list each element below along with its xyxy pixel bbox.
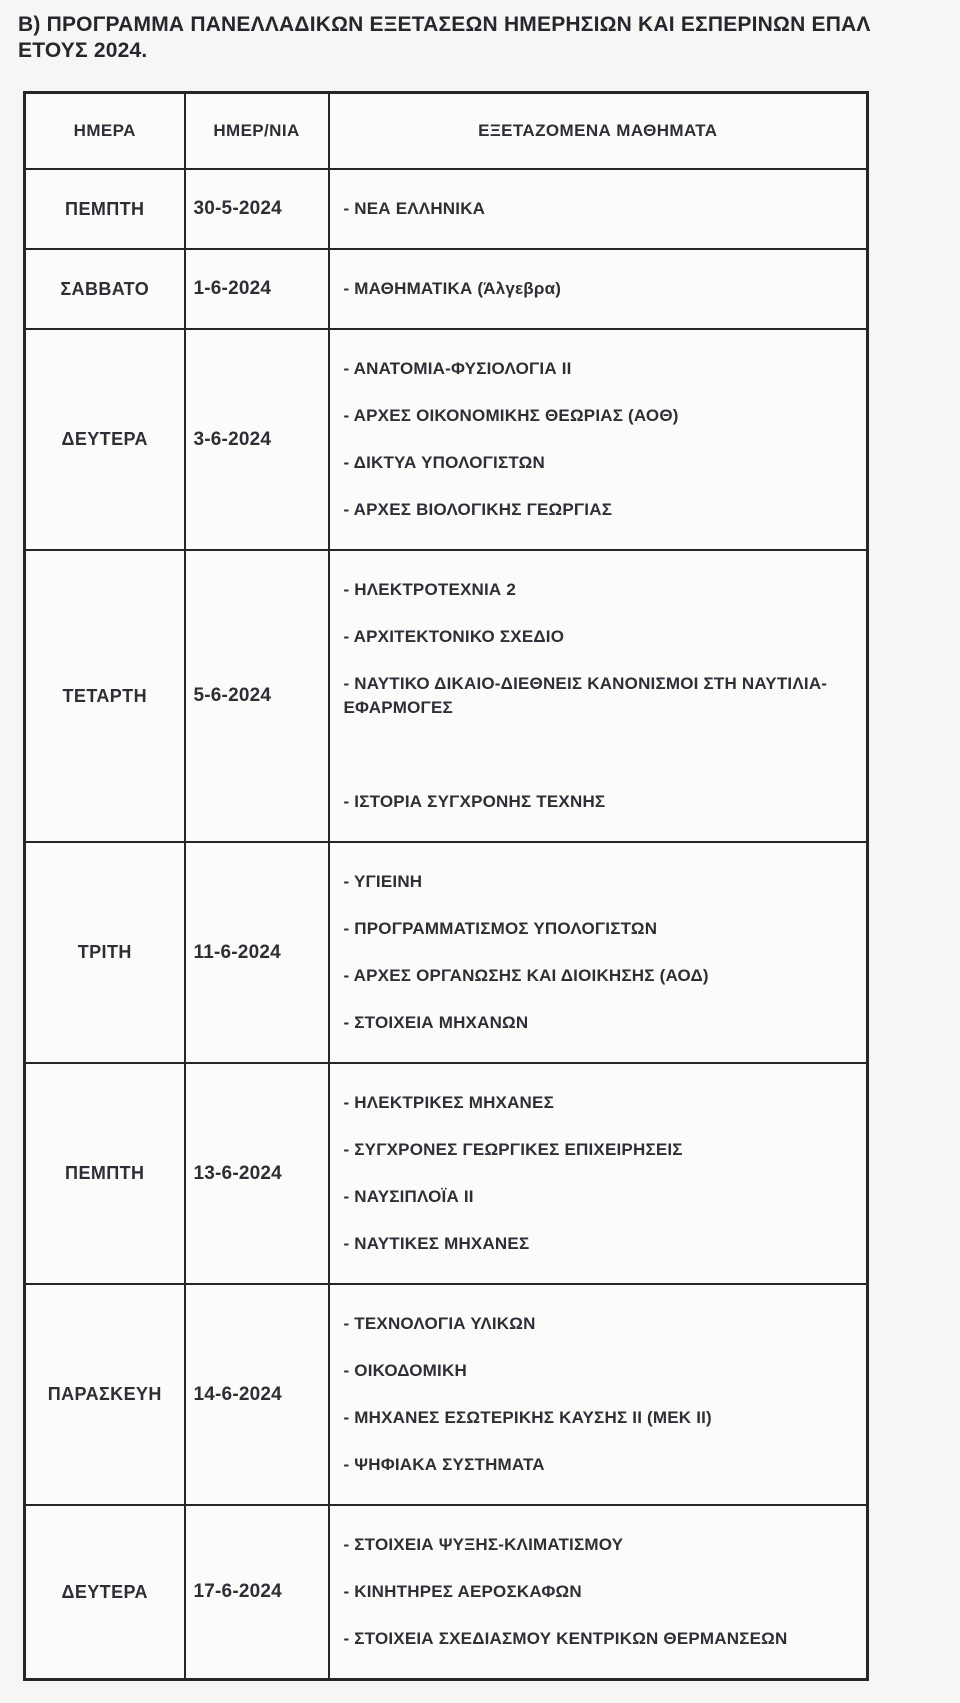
day-cell: ΣΑΒΒΑΤΟ: [25, 249, 185, 329]
table-row: [25, 169, 868, 249]
subjects-cell: [329, 329, 868, 550]
subject-item: - ΑΡΧΕΣ ΟΡΓΑΝΩΣΗΣ ΚΑΙ ΔΙΟΙΚΗΣΗΣ (ΑΟΔ): [343, 966, 709, 985]
subject-item: - ΙΣΤΟΡΙΑ ΣΥΓΧΡΟΝΗΣ ΤΕΧΝΗΣ: [343, 792, 606, 811]
day-cell: ΤΡΙΤΗ: [25, 842, 185, 1063]
date-cell: 3-6-2024: [185, 329, 329, 550]
table-row: [25, 550, 868, 842]
subject-item: - ΗΛΕΚΤΡΙΚΕΣ ΜΗΧΑΝΕΣ: [343, 1093, 554, 1112]
table-row: [25, 1284, 868, 1505]
subject-item: - ΣΥΓΧΡΟΝΕΣ ΓΕΩΡΓΙΚΕΣ ΕΠΙΧΕΙΡΗΣΕΙΣ: [343, 1140, 683, 1159]
exam-schedule-table: [23, 91, 869, 1681]
subject-item: - ΜΑΘΗΜΑΤΙΚΑ (Άλγεβρα): [343, 279, 562, 298]
subject-item: - ΑΡΧΕΣ ΒΙΟΛΟΓΙΚΗΣ ΓΕΩΡΓΙΑΣ: [343, 500, 613, 519]
page: [0, 12, 960, 1681]
subject-item: - ΝΑΥΤΙΚΟ ΔΙΚΑΙΟ-ΔΙΕΘΝΕΙΣ ΚΑΝΟΝΙΣΜΟΙ ΣΤΗ ΝΑΥΤΙΛΙΑ-ΕΦΑΡΜΟΓΕΣ: [343, 674, 828, 717]
day-cell: ΠΑΡΑΣΚΕΥΗ: [25, 1284, 185, 1505]
table-row: [25, 1063, 868, 1284]
header-row: [25, 93, 868, 170]
date-cell: 14-6-2024: [185, 1284, 329, 1505]
day-cell: ΠΕΜΠΤΗ: [25, 169, 185, 249]
subject-item: - ΜΗΧΑΝΕΣ ΕΣΩΤΕΡΙΚΗΣ ΚΑΥΣΗΣ II (ΜΕΚ II): [343, 1408, 712, 1427]
subject-item: - ΤΕΧΝΟΛΟΓΙΑ ΥΛΙΚΩΝ: [343, 1314, 536, 1333]
subject-item: - ΔΙΚΤΥΑ ΥΠΟΛΟΓΙΣΤΩΝ: [343, 453, 545, 472]
subjects-cell: [329, 842, 868, 1063]
date-cell: 1-6-2024: [185, 249, 329, 329]
date-cell: 30-5-2024: [185, 169, 329, 249]
subject-item: - ΣΤΟΙΧΕΙΑ ΜΗΧΑΝΩΝ: [343, 1013, 529, 1032]
subject-item: - ΠΡΟΓΡΑΜΜΑΤΙΣΜΟΣ ΥΠΟΛΟΓΙΣΤΩΝ: [343, 919, 658, 938]
subject-item: - ΟΙΚΟΔΟΜΙΚΗ: [343, 1361, 467, 1380]
date-cell: 5-6-2024: [185, 550, 329, 842]
date-cell: 17-6-2024: [185, 1505, 329, 1680]
exam-table-body: [25, 169, 868, 1680]
table-row: [25, 329, 868, 550]
day-cell: ΠΕΜΠΤΗ: [25, 1063, 185, 1284]
subject-item: - ΑΡΧΕΣ ΟΙΚΟΝΟΜΙΚΗΣ ΘΕΩΡΙΑΣ (ΑΟΘ): [343, 406, 679, 425]
subjects-cell: [329, 550, 868, 842]
subject-item: - ΥΓΙΕΙΝΗ: [343, 872, 423, 891]
day-cell: ΔΕΥΤΕΡΑ: [25, 1505, 185, 1680]
date-cell: 13-6-2024: [185, 1063, 329, 1284]
subject-item: - ΝΑΥΣΙΠΛΟΪΑ II: [343, 1187, 474, 1206]
column-header-subjects: ΕΞΕΤΑΖΟΜΕΝΑ ΜΑΘΗΜΑΤΑ: [329, 93, 868, 170]
table-row: [25, 1505, 868, 1680]
subject-item: - ΗΛΕΚΤΡΟΤΕΧΝΙΑ 2: [343, 580, 516, 599]
subject-item: - ΣΤΟΙΧΕΙΑ ΨΥΞΗΣ-ΚΛΙΜΑΤΙΣΜΟΥ: [343, 1535, 624, 1554]
table-row: [25, 842, 868, 1063]
subjects-cell: [329, 169, 868, 249]
date-cell: 11-6-2024: [185, 842, 329, 1063]
page-title: Β) ΠΡΟΓΡΑΜΜΑ ΠΑΝΕΛΛΑΔΙΚΩΝ ΕΞΕΤΑΣΕΩΝ ΗΜΕΡΗΣΙΩΝ ΚΑΙ ΕΣΠΕΡΙΝΩΝ ΕΠΑΛ ΕΤΟΥΣ 2024.: [18, 13, 871, 62]
subject-item: - ΝΕΑ ΕΛΛΗΝΙΚΑ: [343, 199, 486, 218]
subjects-cell: [329, 1063, 868, 1284]
subject-item: - ΚΙΝΗΤΗΡΕΣ ΑΕΡΟΣΚΑΦΩΝ: [343, 1582, 582, 1601]
subjects-cell: [329, 1505, 868, 1680]
subject-item: - ΑΡΧΙΤΕΚΤΟΝΙΚΟ ΣΧΕΔΙΟ: [343, 627, 565, 646]
subject-item: - ΨΗΦΙΑΚΑ ΣΥΣΤΗΜΑΤΑ: [343, 1455, 545, 1474]
day-cell: ΔΕΥΤΕΡΑ: [25, 329, 185, 550]
subjects-cell: [329, 249, 868, 329]
subject-item: - ΑΝΑΤΟΜΙΑ-ΦΥΣΙΟΛΟΓΙΑ II: [343, 359, 572, 378]
subject-item: - ΣΤΟΙΧΕΙΑ ΣΧΕΔΙΑΣΜΟΥ ΚΕΝΤΡΙΚΩΝ ΘΕΡΜΑΝΣΕΩΝ: [343, 1629, 788, 1648]
day-cell: ΤΕΤΑΡΤΗ: [25, 550, 185, 842]
blank-line: [344, 743, 853, 767]
column-header-date: ΗΜΕΡ/ΝΙΑ: [185, 93, 329, 170]
table-row: [25, 249, 868, 329]
subject-item: - ΝΑΥΤΙΚΕΣ ΜΗΧΑΝΕΣ: [343, 1234, 530, 1253]
subjects-cell: [329, 1284, 868, 1505]
column-header-day: ΗΜΕΡΑ: [25, 93, 185, 170]
